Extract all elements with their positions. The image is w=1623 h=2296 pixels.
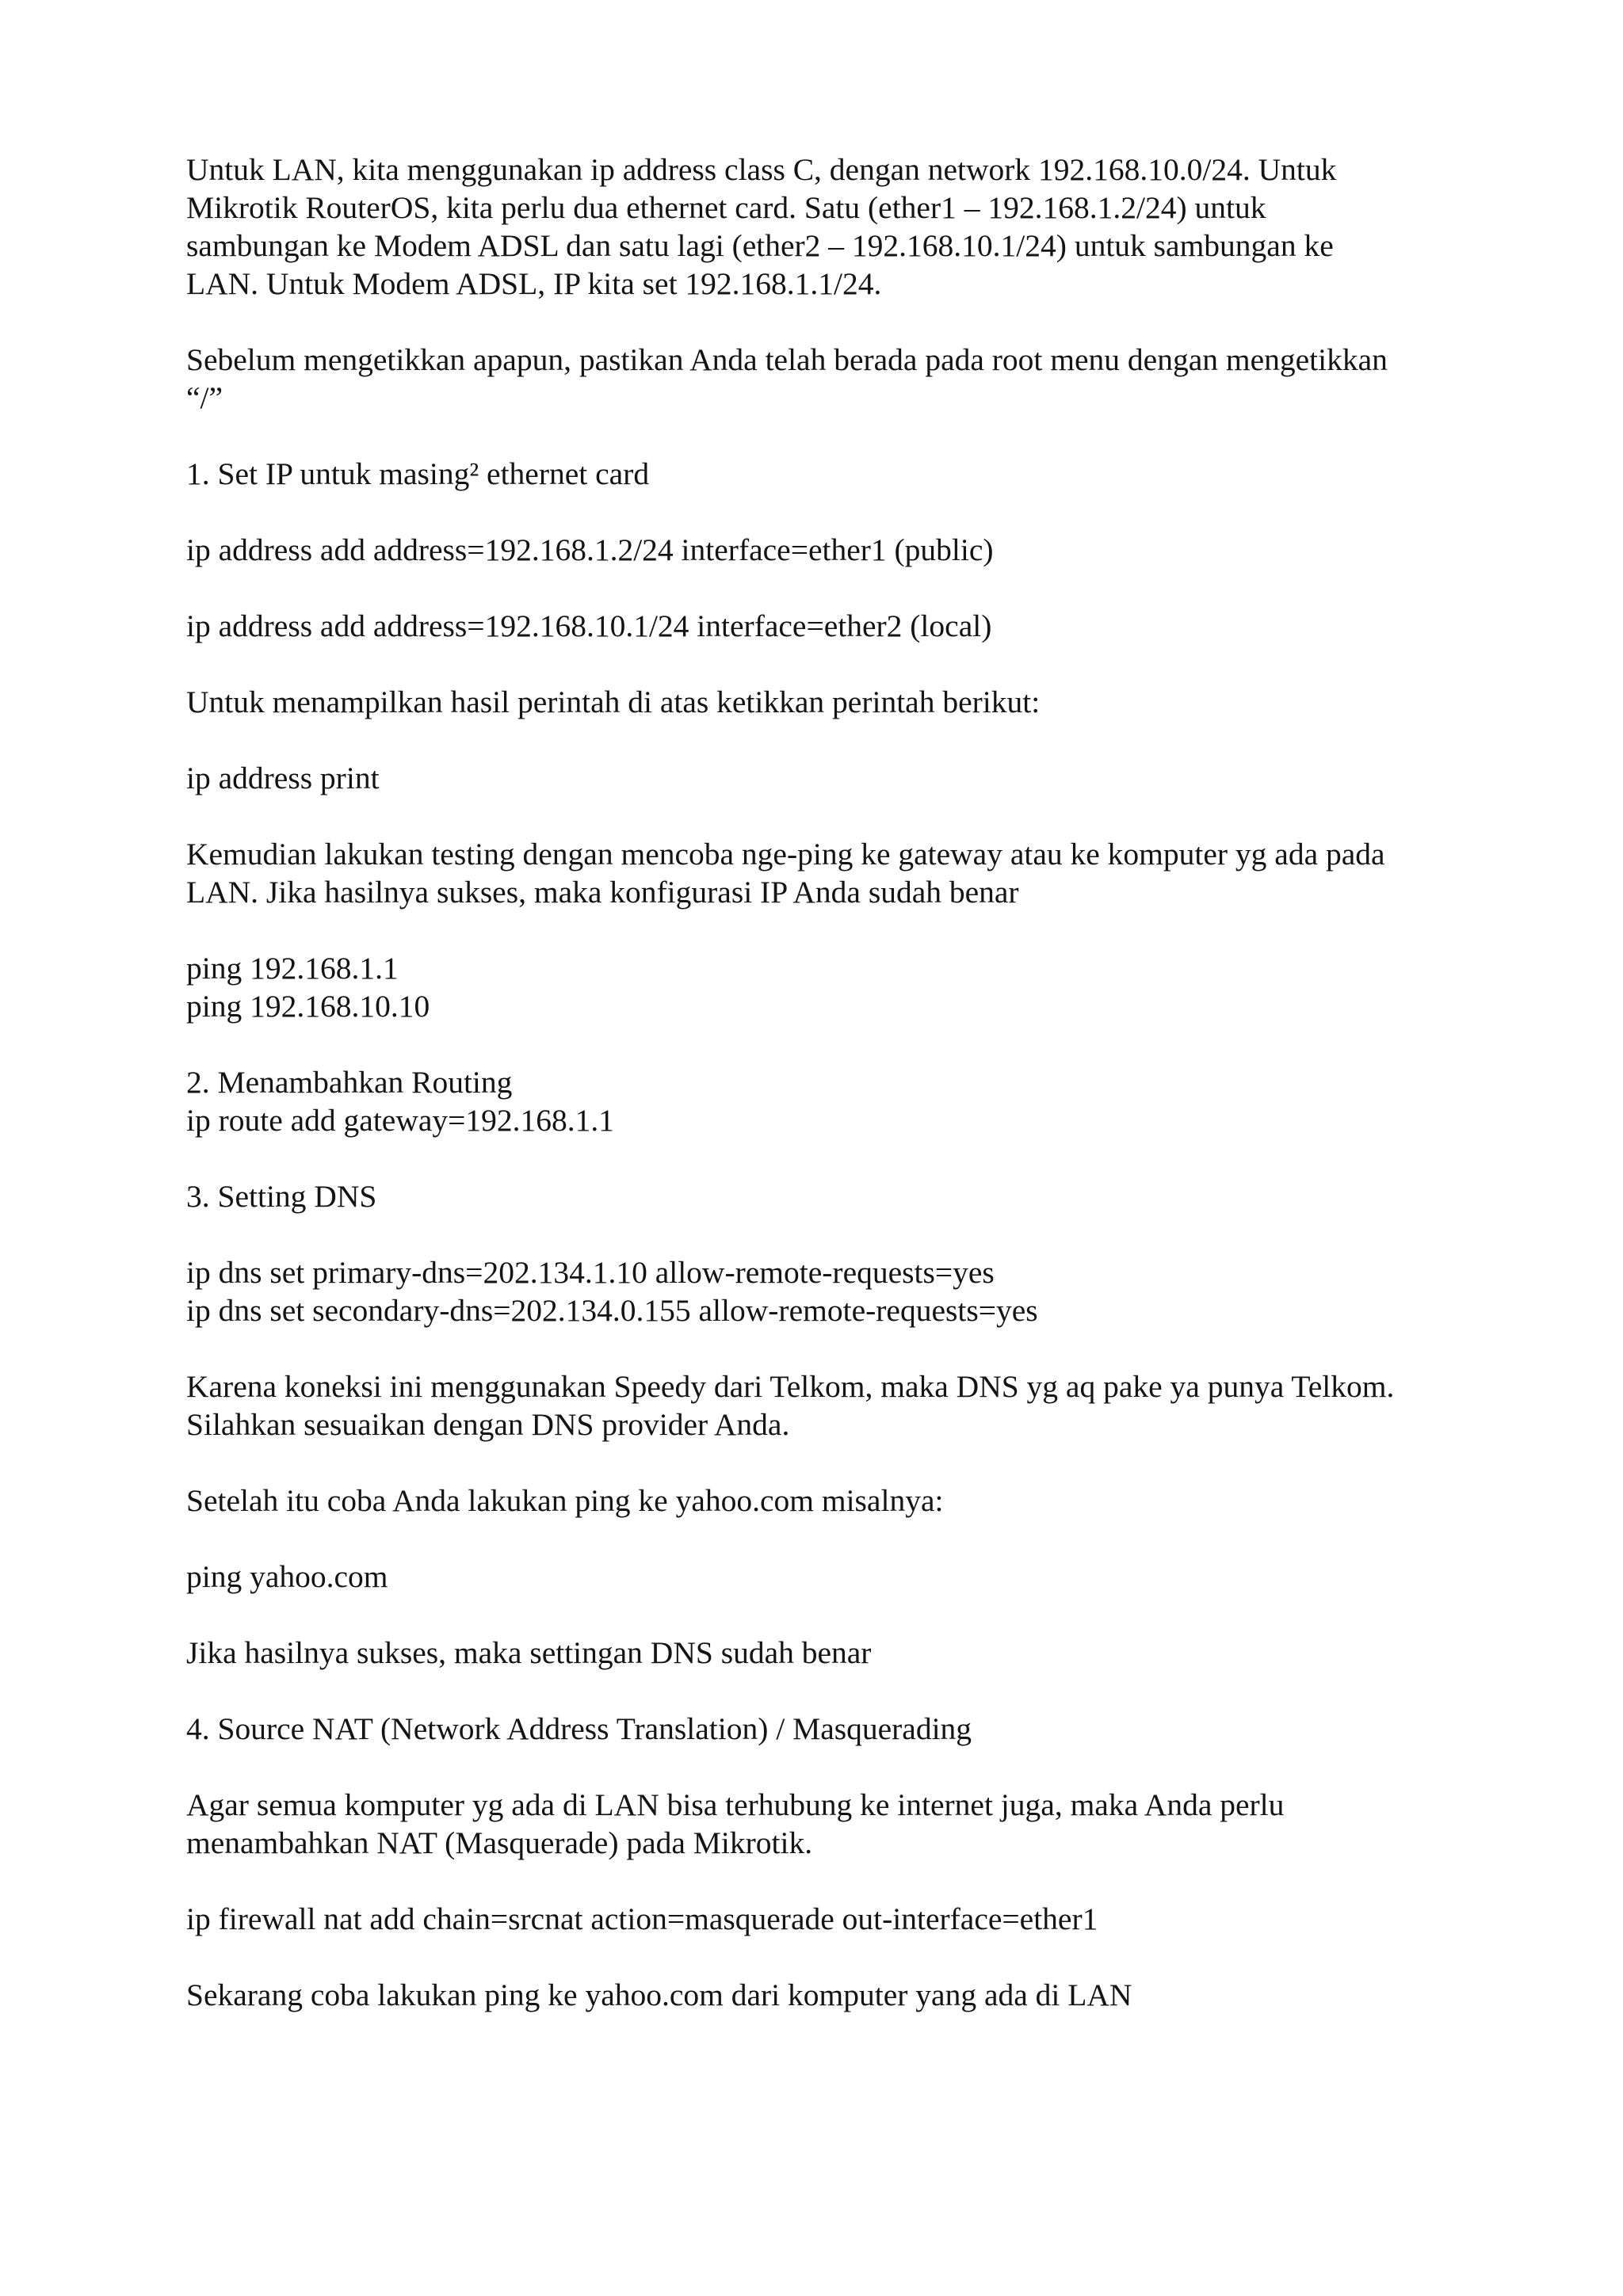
command-line: ping 192.168.10.10 [186,989,430,1024]
command-ip-address-print [186,759,1486,797]
text-line: Sekarang coba lakukan ping ke yahoo.com dari komputer yang ada di LAN [186,1978,1132,2012]
command-line: ip address add address=192.168.10.1/24 interface=ether2 (local) [186,608,992,643]
text-line: Agar semua komputer yg ada di LAN bisa terhubung ke internet juga, maka Anda perlu [186,1787,1285,1822]
text-line: 4. Source NAT (Network Address Translation) / Masquerading [186,1711,972,1746]
text-line: Untuk menampilkan hasil perintah di atas ketikkan perintah berikut: [186,685,1041,719]
paragraph-nat-explanation [186,1786,1486,1862]
step-4-heading [186,1710,1486,1748]
command-line: ip address print [186,761,380,795]
command-line: ip dns set primary-dns=202.134.1.10 allow-remote-requests=yes [186,1255,995,1290]
command-ping-yahoo [186,1558,1486,1596]
text-line: 1. Set IP untuk masing² ethernet card [186,456,650,491]
paragraph-root-menu-note [186,341,1486,417]
text-line: sambungan ke Modem ADSL dan satu lagi (ether2 – 192.168.10.1/24) untuk sambungan ke [186,228,1334,263]
command-line: ip firewall nat add chain=srcnat action=masquerade out-interface=ether1 [186,1901,1098,1936]
paragraph-print-instruction [186,683,1486,721]
command-line: ping yahoo.com [186,1559,388,1594]
text-line: LAN. Untuk Modem ADSL, IP kita set 192.168.1.1/24. [186,266,882,301]
step-1-heading [186,455,1486,493]
text-line: Sebelum mengetikkan apapun, pastikan Anda telah berada pada root menu dengan mengetikkan [186,342,1388,377]
text-line: Jika hasilnya sukses, maka settingan DNS sudah benar [186,1635,872,1670]
text-line: 3. Setting DNS [186,1179,377,1214]
paragraph-ping-testing [186,835,1486,911]
text-line: Kemudian lakukan testing dengan mencoba nge-ping ke gateway atau ke komputer yg ada pada [186,837,1385,871]
document-body [186,151,1486,2052]
text-line: “/” [186,380,223,415]
paragraph-dns-success [186,1634,1486,1672]
text-line: Silahkan sesuaikan dengan DNS provider Anda. [186,1407,790,1442]
text-line: LAN. Jika hasilnya sukses, maka konfigurasi IP Anda sudah benar [186,875,1019,910]
text-line: Setelah itu coba Anda lakukan ping ke yahoo.com misalnya: [186,1483,944,1518]
paragraph-final-test [186,1976,1486,2014]
command-line: ip address add address=192.168.1.2/24 interface=ether1 (public) [186,532,994,567]
text-line: Karena koneksi ini menggunakan Speedy dari Telkom, maka DNS yg aq pake ya punya Telkom. [186,1369,1395,1404]
paragraph-dns-note [186,1367,1486,1444]
command-ping-tests [186,949,1486,1025]
step-3-heading [186,1177,1486,1215]
command-line: ip dns set secondary-dns=202.134.0.155 allow-remote-requests=yes [186,1293,1038,1328]
command-dns-set [186,1253,1486,1329]
text-line: Untuk LAN, kita menggunakan ip address class C, dengan network 192.168.10.0/24. Untuk [186,152,1337,187]
text-line: menambahkan NAT (Masquerade) pada Mikrotik. [186,1825,813,1860]
command-line: ping 192.168.1.1 [186,951,399,986]
command-firewall-nat [186,1900,1486,1938]
command-ip-address-public [186,531,1486,569]
paragraph-lan-intro [186,151,1486,303]
command-ip-address-local [186,607,1486,645]
command-line: ip route add gateway=192.168.1.1 [186,1103,615,1138]
text-line: Mikrotik RouterOS, kita perlu dua ethernet card. Satu (ether1 – 192.168.1.2/24) untuk [186,190,1266,225]
paragraph-ping-yahoo-instruction [186,1482,1486,1520]
step-heading: 2. Menambahkan Routing [186,1065,513,1100]
step-2-routing [186,1063,1486,1139]
